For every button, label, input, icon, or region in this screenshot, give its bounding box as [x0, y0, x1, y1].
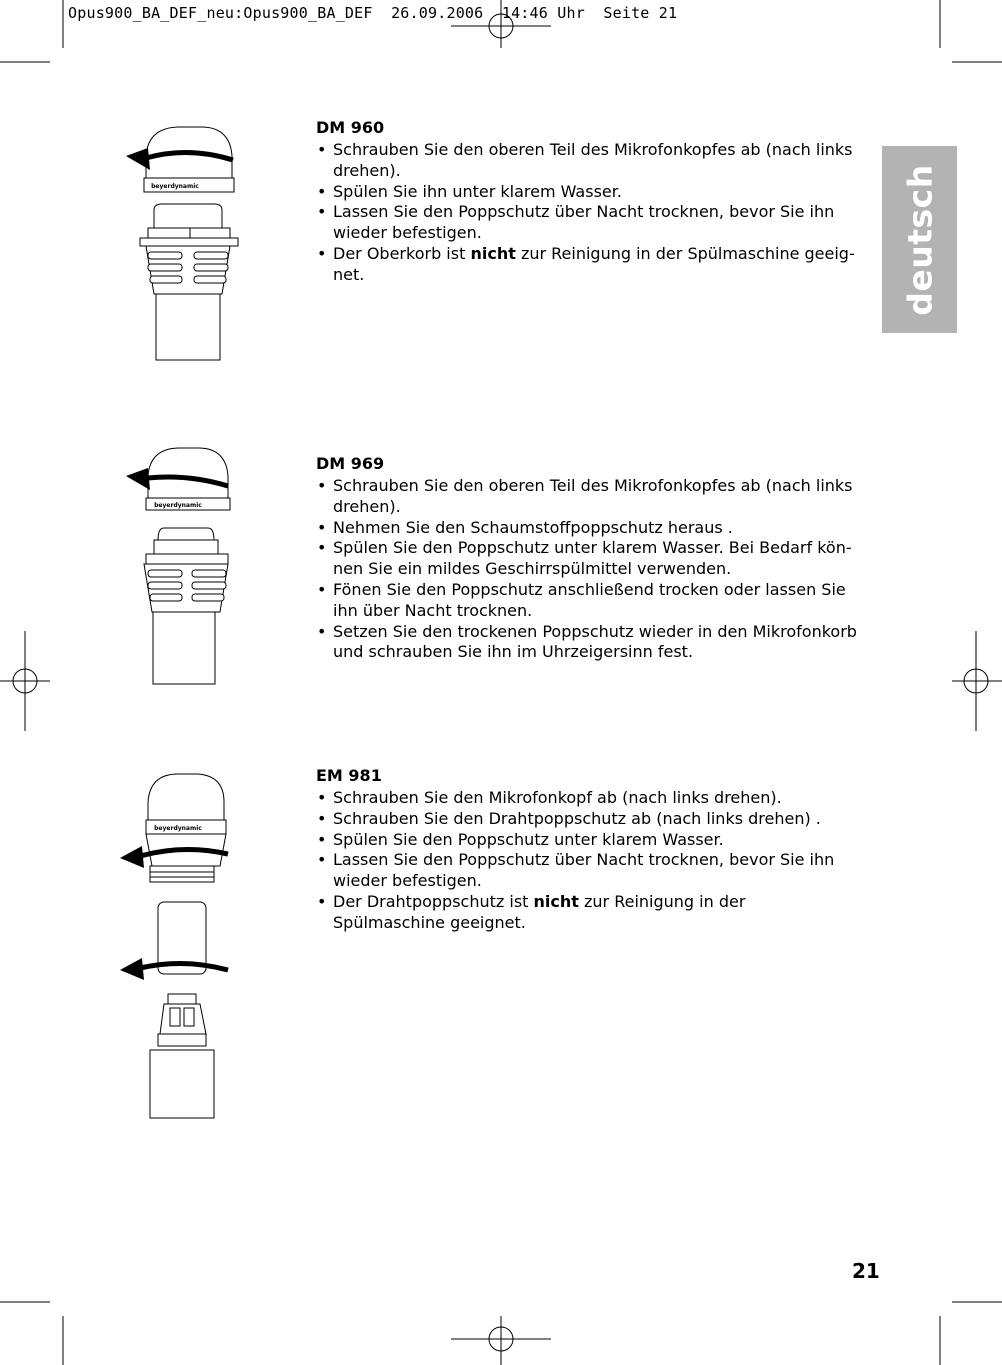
list-item: • Schrauben Sie den oberen Teil des Mikrofonkopfes ab (nach links drehen).	[316, 140, 861, 182]
brand-label: beyerdynamic	[154, 825, 202, 832]
page-number: 21	[852, 1259, 880, 1283]
emphasis-text: nicht	[533, 891, 579, 911]
text-run: zur Reinigung in der Spülmaschine geeig-net.	[333, 243, 855, 284]
list-item: • Spülen Sie ihn unter klarem Wasser.	[316, 182, 861, 203]
list-item: • Setzen Sie den trockenen Poppschutz wieder in den Mikrofonkorb und schrauben Sie ihn im Uhrzeigersinn fest.	[316, 622, 861, 664]
bullet-list	[316, 476, 861, 663]
list-item: • Lassen Sie den Poppschutz über Nacht trocknen, bevor Sie ihn wieder befestigen.	[316, 202, 861, 244]
section-em981	[316, 766, 861, 934]
language-tab-label: deutsch	[900, 163, 939, 316]
list-item: • Spülen Sie den Poppschutz unter klarem Wasser. Bei Bedarf kön-nen Sie ein mildes Geschirrspülmittel verwenden.	[316, 538, 861, 580]
list-item: • Schrauben Sie den Drahtpoppschutz ab (nach links drehen) .	[316, 809, 861, 830]
brand-label: beyerdynamic	[154, 502, 202, 509]
brand-label: beyerdynamic	[151, 183, 199, 190]
section-title: DM 960	[316, 118, 385, 137]
registration-mark-bottom	[451, 1316, 551, 1365]
list-item: • Schrauben Sie den oberen Teil des Mikrofonkopfes ab (nach links drehen).	[316, 476, 861, 518]
list-item: • Schrauben Sie den Mikrofonkopf ab (nach links drehen).	[316, 788, 861, 809]
bullet-list	[316, 788, 861, 934]
section-dm969	[316, 454, 861, 663]
section-title: EM 981	[316, 766, 382, 785]
print-slug-header: Opus900_BA_DEF_neu:Opus900_BA_DEF 26.09.2006 14:46 Uhr Seite 21	[68, 4, 678, 22]
language-tab	[882, 146, 957, 333]
dm969-illustration	[118, 440, 248, 690]
em981-illustration	[116, 766, 248, 1124]
list-item: • Lassen Sie den Poppschutz über Nacht trocknen, bevor Sie ihn wieder befestigen.	[316, 850, 861, 892]
list-item	[316, 892, 861, 934]
section-title: DM 969	[316, 454, 385, 473]
list-item: • Nehmen Sie den Schaumstoffpoppschutz heraus .	[316, 518, 861, 539]
list-item	[316, 244, 861, 286]
emphasis-text: nicht	[470, 243, 516, 263]
text-run: Der Drahtpoppschutz ist	[333, 891, 534, 911]
section-dm960	[316, 118, 861, 286]
list-item: • Fönen Sie den Poppschutz anschließend trocken oder lassen Sie ihn über Nacht trocknen.	[316, 580, 861, 622]
text-run: zur Reinigung in der Spülmaschine geeignet.	[333, 891, 746, 932]
registration-mark-left	[0, 631, 50, 731]
registration-mark-right	[952, 631, 1002, 731]
dm960-illustration	[118, 118, 248, 368]
list-item: • Spülen Sie den Poppschutz unter klarem Wasser.	[316, 830, 861, 851]
text-run: Der Oberkorb ist	[333, 243, 471, 263]
bullet-list	[316, 140, 861, 286]
